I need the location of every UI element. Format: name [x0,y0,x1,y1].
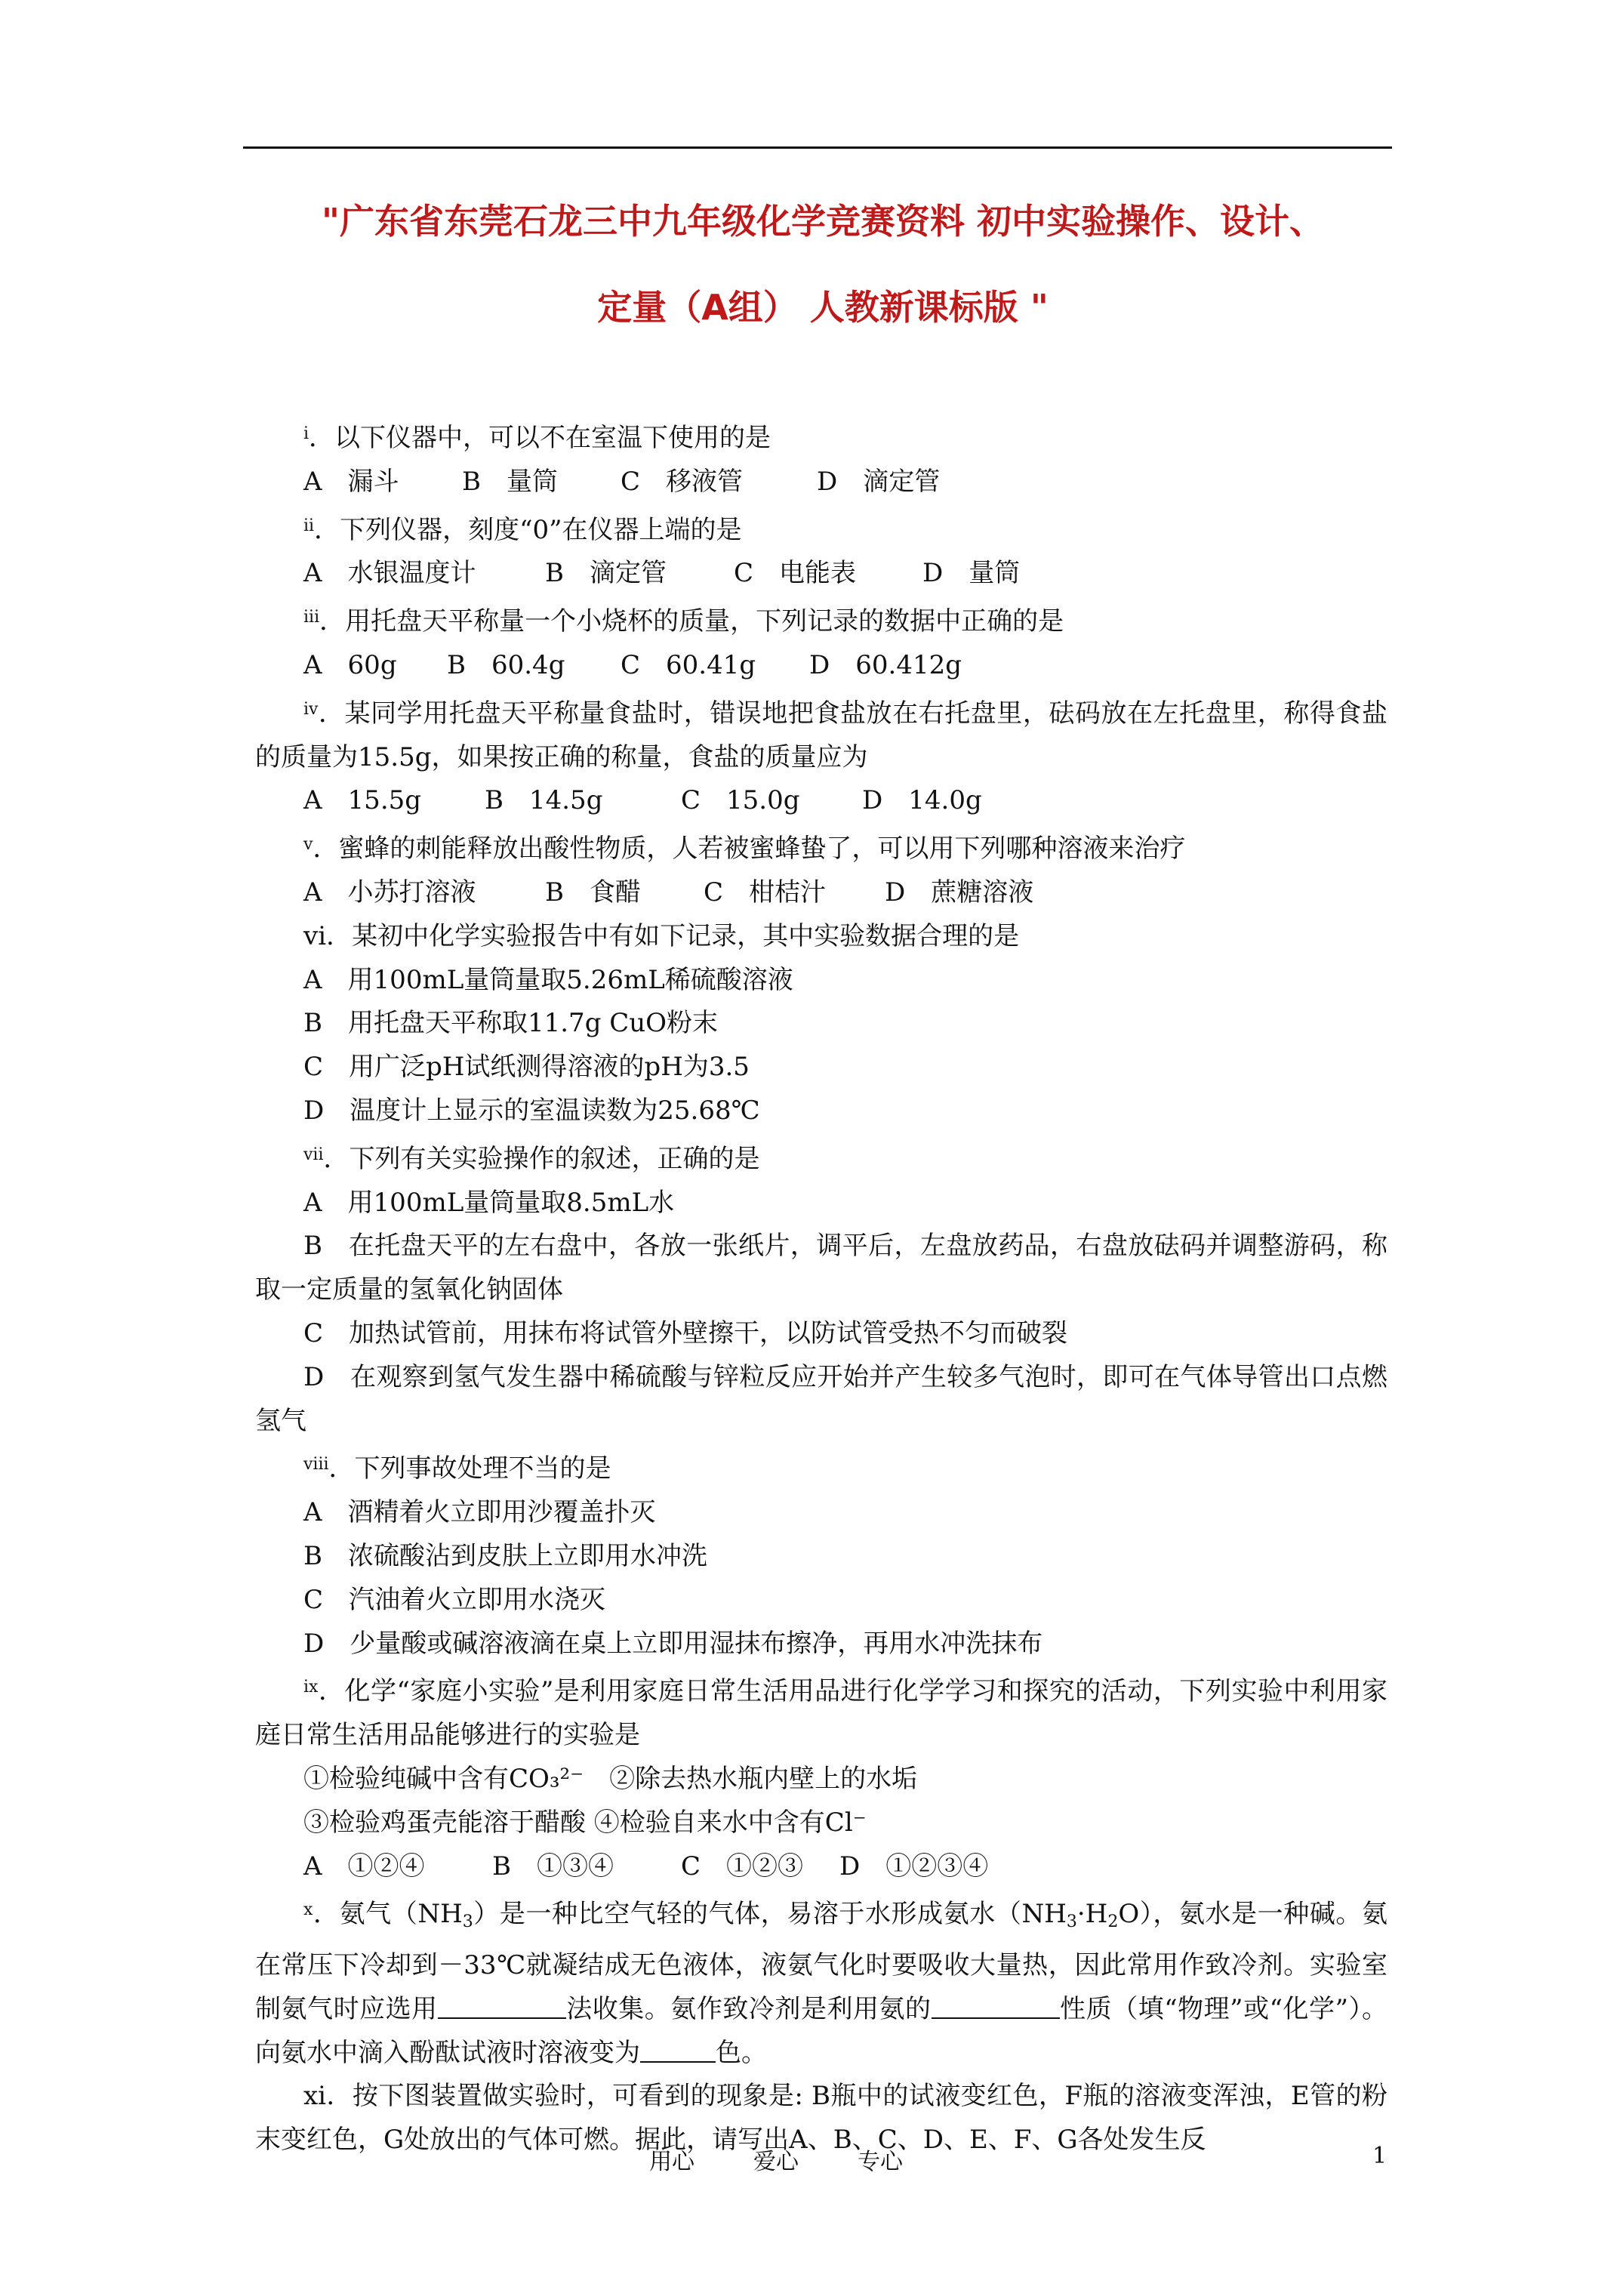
footer-motto: 专心 [858,2149,903,2175]
question-line: B 在托盘天平的左右盘中，各放一张纸片，调平后，左盘放药品，右盘放砝码并调整游码，称取一定质量的氢氧化钠固体 [255,1231,1387,1305]
question-options: A ①②④ B ①③④ C ①②③ D ①②③④ [303,1851,989,1881]
question-line: ③检验鸡蛋壳能溶于醋酸 ④检验自来水中含有Cl⁻ [303,1807,867,1838]
question-line: D 少量酸或碱溶液滴在桌上立即用湿抹布擦净，再用水冲洗抹布 [303,1628,1043,1659]
question-stem: $^{vii}$．下列有关实验操作的叙述，正确的是 [303,1143,760,1174]
doc-title-line1: "广东省东莞石龙三中九年级化学竞赛资料 初中实验操作、设计、 [322,201,1324,242]
question-stem: $^{ii}$．下列仪器，刻度“0”在仪器上端的是 [303,514,742,545]
question-stem: $^{viii}$．下列事故处理不当的是 [303,1453,611,1484]
answer-blank[interactable] [640,2039,716,2063]
question-options: A 水银温度计 B 滴定管 C 电能表 D 量筒 [303,558,1021,589]
question-options: A 15.5g B 14.5g C 15.0g D 14.0g [303,785,982,816]
question-line: C 用广泛pH试纸测得溶液的pH为3.5 [303,1052,750,1083]
question-stem: $^{iv}$．某同学用托盘天平称量食盐时，错误地把食盐放在右托盘里，砝码放在左托盘里，称得食盐的质量为15.5g，如果按正确的称量，食盐的质量应为 [255,698,1387,772]
question-line: C 加热试管前，用抹布将试管外壁擦干，以防试管受热不匀而破裂 [303,1318,1068,1348]
question-line: A 用100mL量筒量取8.5mL水 [303,1187,675,1218]
question-stem: $^i$．以下仪器中，可以不在室温下使用的是 [303,423,771,453]
question-line: D 在观察到氢气发生器中稀硫酸与锌粒反应开始并产生较多气泡时，即可在气体导管出口点燃氢气 [255,1361,1387,1436]
question-stem: $^{iii}$．用托盘天平称量一个小烧杯的质量，下列记录的数据中正确的是 [303,606,1064,637]
question-stem: $^{ix}$．化学“家庭小实验”是利用家庭日常生活用品进行化学学习和探究的活动，下列实验中利用家庭日常生活用品能够进行的实验是 [255,1676,1387,1751]
question-line: A 用100mL量筒量取5.26mL稀硫酸溶液 [303,964,793,995]
document-body [255,412,1387,2162]
question-stem: xi．按下图装置做实验时，可看到的现象是: B瓶中的试液变红色，F瓶的溶液变浑浊，E管的粉末变红色，G处放出的气体可燃。据此，请写出A、B、C、D、E、F、G各处发生反 [255,2081,1387,2156]
doc-title-line2: 定量（A组） 人教新课标版 " [597,287,1049,328]
question-line: B 用托盘天平称取11.7g CuO粉末 [303,1008,719,1039]
question-line: ①检验纯碱中含有CO₃²⁻ ②除去热水瓶内壁上的水垢 [303,1763,918,1794]
question-options: A 小苏打溶液 B 食醋 C 柑桔汁 D 蔗糖溶液 [303,877,1034,908]
answer-blank[interactable] [932,1995,1060,2019]
footer-motto: 用心 [649,2149,694,2175]
question-options: A 漏斗 B 量筒 C 移液管 D 滴定管 [303,466,941,497]
question-stem: $^v$．蜜蜂的刺能释放出酸性物质，人若被蜜蜂蛰了，可以用下列哪种溶液来治疗 [303,834,1186,864]
page-footer [649,2143,962,2176]
question-line: D 温度计上显示的室温读数为25.68℃ [303,1095,760,1126]
question-options: A 60g B 60.4g C 60.41g D 60.412g [303,649,962,680]
answer-blank[interactable] [438,1995,566,2019]
page-number: 1 [1372,2143,1387,2169]
question-stem: vi．某初中化学实验报告中有如下记录，其中实验数据合理的是 [303,920,1020,951]
question-stem: $^x$．氨气$(NH_3)$是一种比空气轻的气体，易溶于水形成氨水$(NH_3\cdot H_2O)$，氨水是一种碱。氨在常压下冷却到－33℃就凝结成无色液体，液氨气化时要吸收大量热，因此常用作致冷剂。实验室制氨气时应选用 法收集。氨作致冷剂是利用氨的 性质（填“物理”或“化学”）。向氨水中滴入酚酞试液时溶液变为 色。 [255,1899,1388,2068]
question-line: C 汽油着火立即用水浇灭 [303,1584,606,1615]
question-line: B 浓硫酸沾到皮肤上立即用水冲洗 [303,1540,707,1571]
header-rule [243,146,1392,149]
footer-motto: 爱心 [753,2149,799,2175]
question-line: A 酒精着火立即用沙覆盖扑灭 [303,1497,656,1528]
